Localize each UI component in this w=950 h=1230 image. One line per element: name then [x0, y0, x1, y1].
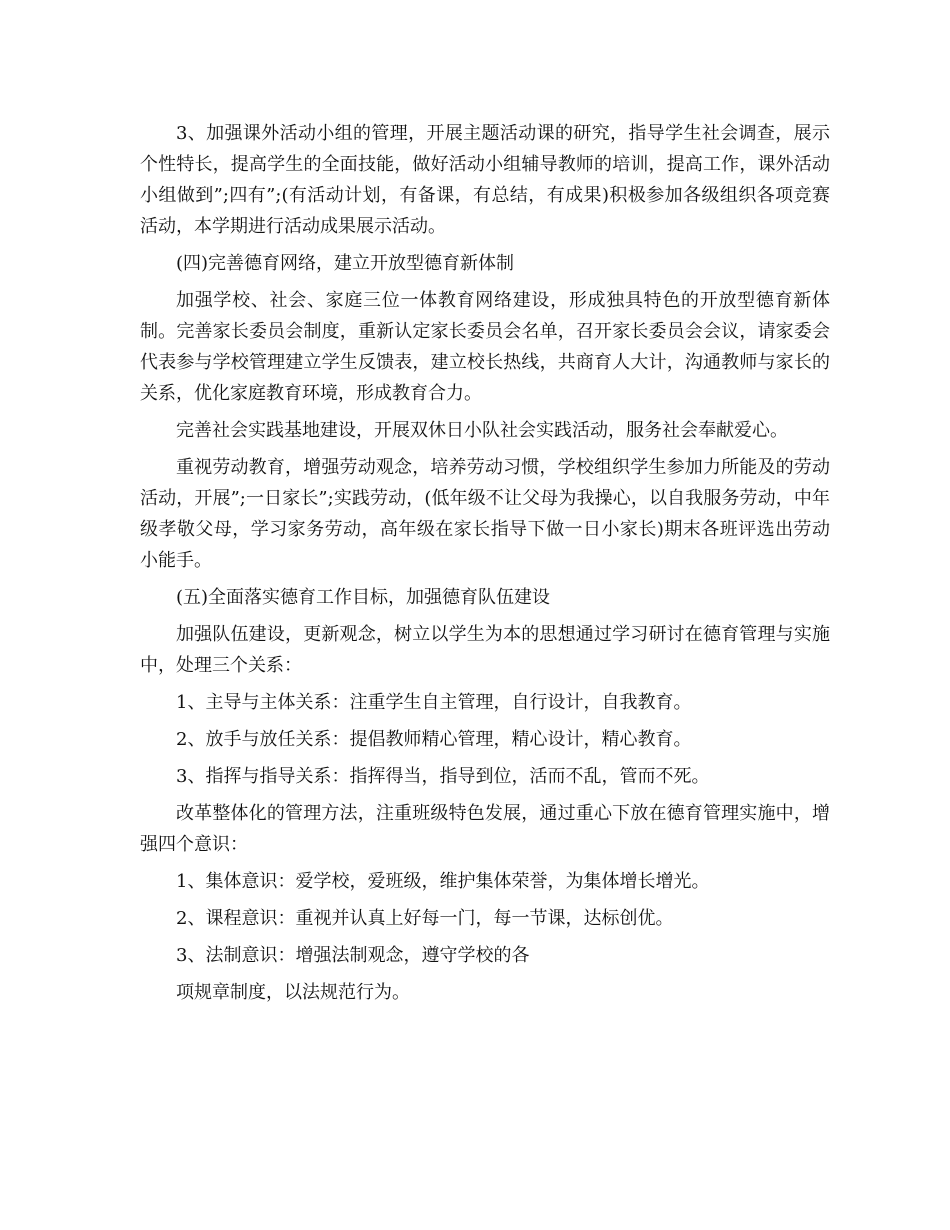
- list-item-awareness-1: 1、集体意识：爱学校，爱班级，维护集体荣誉，为集体增长增光。: [176, 871, 710, 892]
- paragraph-team-building: 加强队伍建设，更新观念，树立以学生为本的思想通过学习研讨在德育管理与实施中，处理三个关系：: [140, 624, 830, 676]
- paragraph-labor-education: 重视劳动教育，增强劳动观念，培养劳动习惯，学校组织学生参加力所能及的劳动活动，开展”;一日家长”;实践劳动，(低年级不让父母为我操心，以自我服务劳动，中年级孝敬父母，学习家务劳动，高年级在家长指导下做一日小家长)期末各班评选出劳动小能手。: [140, 457, 830, 571]
- paragraph-rules: 项规章制度，以法规范行为。: [176, 982, 410, 1003]
- document-body: [140, 118, 830, 1008]
- list-item-awareness-2: 2、课程意识：重视并认真上好每一门，每一节课，达标创优。: [176, 908, 674, 929]
- paragraph-social-practice: 完善社会实践基地建设，开展双休日小队社会实践活动，服务社会奉献爱心。: [176, 420, 788, 441]
- section-heading-4: (四)完善德育网络，建立开放型德育新体制: [176, 253, 515, 274]
- list-item-relation-3: 3、指挥与指导关系：指挥得当，指导到位，活而不乱，管而不死。: [176, 766, 710, 787]
- section-heading-5: (五)全面落实德育工作目标，加强德育队伍建设: [176, 587, 551, 608]
- paragraph-activity-groups: 3、加强课外活动小组的管理，开展主题活动课的研究，指导学生社会调查，展示个性特长，提高学生的全面技能，做好活动小组辅导教师的培训，提高工作，课外活动小组做到”;四有”;(有活动计划，有备课，有总结，有成果)积极参加各级组织各项竞赛活动，本学期进行活动成果展示活动。: [140, 123, 830, 237]
- list-item-relation-1: 1、主导与主体关系：注重学生自主管理，自行设计，自我教育。: [176, 692, 692, 713]
- list-item-relation-2: 2、放手与放任关系：提倡教师精心管理，精心设计，精心教育。: [176, 729, 692, 750]
- list-item-awareness-3: 3、法制意识：增强法制观念，遵守学校的各: [176, 945, 530, 966]
- paragraph-management-reform: 改革整体化的管理方法，注重班级特色发展，通过重心下放在德育管理实施中，增强四个意识：: [140, 803, 830, 855]
- paragraph-education-network: 加强学校、社会、家庭三位一体教育网络建设，形成独具特色的开放型德育新体制。完善家长委员会制度，重新认定家长委员会名单，召开家长委员会会议，请家委会代表参与学校管理建立学生反馈表，建立校长热线，共商育人大计，沟通教师与家长的关系，优化家庭教育环境，形成教育合力。: [140, 290, 830, 404]
